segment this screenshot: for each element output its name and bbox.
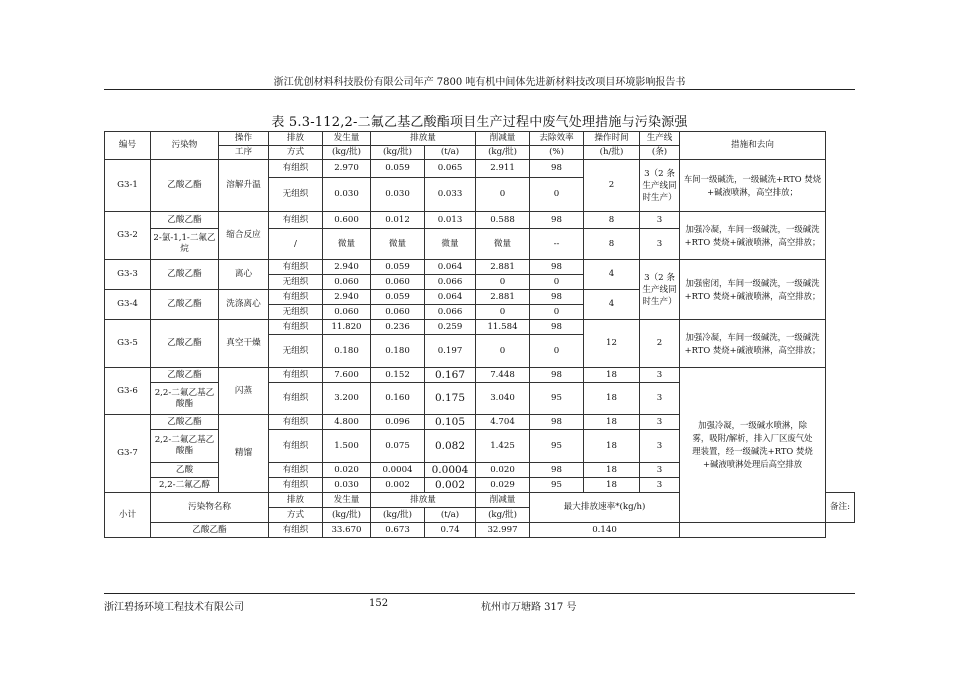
cell-em1: 0.160: [371, 383, 425, 415]
col-red: 削减量: [476, 132, 530, 146]
summary-em-unit2: (t/a): [425, 508, 476, 523]
row-pollutant: 乙酸乙酯: [151, 415, 219, 430]
cell-time: 12: [584, 320, 640, 368]
row-pollutant: 乙酸乙酯: [151, 160, 219, 212]
cell-gen: 3.200: [323, 383, 371, 415]
summary-row: [105, 523, 855, 538]
summary-label: 小计: [105, 493, 151, 538]
cell-mode: 有组织: [269, 383, 323, 415]
cell-eff: 95: [530, 478, 584, 493]
cell-em2: 0.013: [425, 212, 476, 229]
cell-time: 18: [584, 463, 640, 478]
cell-red: 7.448: [476, 368, 530, 383]
cell-time: 4: [584, 260, 640, 290]
summary-em-unit1: (kg/批): [371, 508, 425, 523]
row-process: 真空干燥: [219, 320, 269, 368]
summary-emit1: 排放: [269, 493, 323, 508]
cell-eff: 98: [530, 463, 584, 478]
cell-red: 0.020: [476, 463, 530, 478]
cell-red: 0: [476, 178, 530, 212]
cell-mode: 有组织: [269, 160, 323, 178]
summary-red-unit: (kg/批): [476, 508, 530, 523]
cell-gen: 7.600: [323, 368, 371, 383]
cell-em2: 0.197: [425, 335, 476, 368]
cell-red: 0: [476, 305, 530, 320]
cell-red: 0: [476, 335, 530, 368]
cell-em1: 0.002: [371, 478, 425, 493]
cell-eff: 95: [530, 383, 584, 415]
cell-line: 3: [640, 212, 680, 229]
col-op2: 工序: [219, 146, 269, 160]
cell-gen: 微量: [323, 229, 371, 260]
summary-note-value: [680, 523, 826, 538]
cell-em1: 0.075: [371, 430, 425, 463]
cell-mode: 有组织: [269, 212, 323, 229]
cell-em1: 微量: [371, 229, 425, 260]
cell-em1: 0.059: [371, 290, 425, 305]
col-line: 生产线: [640, 132, 680, 146]
cell-eff: 98: [530, 160, 584, 178]
cell-time: 18: [584, 478, 640, 493]
cell-mode: 有组织: [269, 430, 323, 463]
cell-em1: 0.059: [371, 160, 425, 178]
summary-red: 削减量: [476, 493, 530, 508]
cell-em1: 0.152: [371, 368, 425, 383]
cell-red: 2.881: [476, 260, 530, 275]
row-process: 缩合反应: [219, 212, 269, 260]
col-time-unit: (h/批): [584, 146, 640, 160]
cell-em2: 0.002: [425, 478, 476, 493]
row-id: G3-5: [105, 320, 151, 368]
cell-red: 2.881: [476, 290, 530, 305]
cell-gen: 0.030: [323, 178, 371, 212]
cell-gen: 0.020: [323, 463, 371, 478]
row-process: 精馏: [219, 415, 269, 493]
cell-red: 0.029: [476, 478, 530, 493]
summary-pollutant-header: 污染物名称: [151, 493, 269, 523]
row-id: G3-4: [105, 290, 151, 320]
cell-em2: 0.105: [425, 415, 476, 430]
cell-eff: 98: [530, 290, 584, 305]
row-pollutant: 乙酸乙酯: [151, 260, 219, 290]
row-pollutant: 乙酸: [151, 463, 219, 478]
col-em-unit2: (t/a): [425, 146, 476, 160]
table-caption: 表 5.3-112,2-二氟乙基乙酸酯项目生产过程中废气处理措施与污染源强: [271, 115, 688, 130]
cell-line: 3: [640, 383, 680, 415]
cell-mode: 有组织: [269, 260, 323, 275]
cell-measure: 加强密闭，车间一级碱洗，一级碱洗+RTO 焚烧+碱液喷淋，高空排放；: [680, 260, 826, 320]
cell-eff: 98: [530, 368, 584, 383]
cell-em1: 0.060: [371, 305, 425, 320]
cell-line: 3: [640, 229, 680, 260]
cell-mode: 有组织: [269, 415, 323, 430]
row-id: G3-7: [105, 415, 151, 493]
cell-eff: 98: [530, 212, 584, 229]
cell-em1: 0.236: [371, 320, 425, 335]
footer-rule: [104, 593, 855, 594]
cell-em2: 0.259: [425, 320, 476, 335]
cell-eff: 98: [530, 260, 584, 275]
col-measure: 措施和去向: [680, 132, 826, 160]
cell-time: 8: [584, 212, 640, 229]
cell-em1: 0.180: [371, 335, 425, 368]
footer-address: 杭州市万塘路 317 号: [481, 602, 577, 613]
cell-em2: 0.0004: [425, 463, 476, 478]
cell-mode: 有组织: [269, 290, 323, 305]
summary-max-rate: 最大排放速率*(kg/h): [530, 493, 680, 523]
cell-em2: 0.066: [425, 275, 476, 290]
cell-red: 2.911: [476, 160, 530, 178]
cell-gen: 1.500: [323, 430, 371, 463]
cell-eff: 0: [530, 178, 584, 212]
cell-line: 3: [640, 463, 680, 478]
table-row: [105, 260, 855, 275]
summary-pollutant: 乙酸乙酯: [151, 523, 269, 538]
table-row: [105, 212, 855, 229]
table-row: [105, 160, 855, 178]
cell-em2: 微量: [425, 229, 476, 260]
cell-gen: 2.940: [323, 260, 371, 275]
cell-em1: 0.096: [371, 415, 425, 430]
table-row: [105, 320, 855, 335]
cell-gen: 2.940: [323, 290, 371, 305]
row-pollutant: 2,2-二氟乙基乙酸酯: [151, 383, 219, 415]
cell-mode: 无组织: [269, 275, 323, 290]
cell-red: 微量: [476, 229, 530, 260]
col-pollutant: 污染物: [151, 132, 219, 160]
cell-gen: 4.800: [323, 415, 371, 430]
col-op1: 操作: [219, 132, 269, 146]
cell-gen: 2.970: [323, 160, 371, 178]
row-pollutant: 乙酸乙酯: [151, 290, 219, 320]
cell-line: 3: [640, 430, 680, 463]
cell-em2: 0.033: [425, 178, 476, 212]
row-pollutant: 乙酸乙酯: [151, 212, 219, 229]
row-process: 溶解升温: [219, 160, 269, 212]
cell-mode: 有组织: [269, 478, 323, 493]
footer-company: 浙江碧扬环境工程技术有限公司: [104, 602, 244, 613]
col-line-unit: (条): [640, 146, 680, 160]
cell-mode: 无组织: [269, 305, 323, 320]
cell-eff: 95: [530, 430, 584, 463]
cell-line: 3: [640, 415, 680, 430]
table-header-row: [105, 132, 855, 146]
cell-mode: 有组织: [269, 368, 323, 383]
cell-gen: 0.180: [323, 335, 371, 368]
col-gen-unit: (kg/批): [323, 146, 371, 160]
cell-line: 3（2 条生产线同时生产）: [640, 160, 680, 212]
cell-em2: 0.064: [425, 290, 476, 305]
row-pollutant: 2,2-二氟乙基乙酸酯: [151, 430, 219, 463]
header-rule: [104, 89, 855, 90]
cell-gen: 11.820: [323, 320, 371, 335]
cell-red: 11.584: [476, 320, 530, 335]
footer-page-number: 152: [369, 598, 389, 609]
cell-gen: 0.600: [323, 212, 371, 229]
cell-mode: 有组织: [269, 463, 323, 478]
cell-mode: 无组织: [269, 178, 323, 212]
cell-line: 2: [640, 320, 680, 368]
row-pollutant: 2,2-二氟乙醇: [151, 478, 219, 493]
cell-em2: 0.064: [425, 260, 476, 275]
emission-table: [104, 131, 855, 538]
cell-eff: 0: [530, 275, 584, 290]
table-row: [105, 368, 855, 383]
row-id: G3-1: [105, 160, 151, 212]
row-process: 离心: [219, 260, 269, 290]
cell-em2: 0.175: [425, 383, 476, 415]
cell-measure: 加强冷凝，车间一级碱洗，一级碱洗+RTO 焚烧+碱液喷淋，高空排放；: [680, 320, 826, 368]
col-gen: 发生量: [323, 132, 371, 146]
summary-mode: 有组织: [269, 523, 323, 538]
row-id: G3-3: [105, 260, 151, 290]
document-header: 浙江优创材料科技股份有限公司年产 7800 吨有机中间体先进新材料技改项目环境影响报告书: [273, 77, 686, 88]
cell-em1: 0.060: [371, 275, 425, 290]
cell-em1: 0.0004: [371, 463, 425, 478]
cell-em2: 0.082: [425, 430, 476, 463]
row-pollutant: 2-氯-1,1-二氟乙烷: [151, 229, 219, 260]
col-id: 编号: [105, 132, 151, 160]
summary-gen-unit: (kg/批): [323, 508, 371, 523]
col-eff-unit: (%): [530, 146, 584, 160]
cell-line: 3（2 条生产线同时生产）: [640, 260, 680, 320]
cell-em2: 0.066: [425, 305, 476, 320]
cell-time: 18: [584, 368, 640, 383]
cell-time: 8: [584, 229, 640, 260]
cell-mode: 有组织: [269, 320, 323, 335]
cell-red: 3.040: [476, 383, 530, 415]
col-red-unit: (kg/批): [476, 146, 530, 160]
cell-eff: 0: [530, 335, 584, 368]
summary-emission: 排放量: [371, 493, 476, 508]
cell-red: 4.704: [476, 415, 530, 430]
cell-time: 18: [584, 383, 640, 415]
col-emit2: 方式: [269, 146, 323, 160]
cell-eff: --: [530, 229, 584, 260]
cell-time: 2: [584, 160, 640, 212]
cell-time: 18: [584, 430, 640, 463]
cell-em1: 0.012: [371, 212, 425, 229]
cell-gen: 0.060: [323, 275, 371, 290]
cell-gen: 0.030: [323, 478, 371, 493]
cell-measure: 车间一级碱洗，一级碱洗+RTO 焚烧+碱液喷淋，高空排放；: [680, 160, 826, 212]
cell-em1: 0.030: [371, 178, 425, 212]
col-em-unit1: (kg/批): [371, 146, 425, 160]
summary-red-value: 32.997: [476, 523, 530, 538]
cell-eff: 0: [530, 305, 584, 320]
row-pollutant: 乙酸乙酯: [151, 368, 219, 383]
cell-red: 0.588: [476, 212, 530, 229]
summary-rate-value: 0.140: [530, 523, 680, 538]
cell-em1: 0.059: [371, 260, 425, 275]
col-time: 操作时间: [584, 132, 640, 146]
row-id: G3-2: [105, 212, 151, 260]
row-process: 闪蒸: [219, 368, 269, 415]
cell-em2: 0.065: [425, 160, 476, 178]
cell-measure: 加强冷凝，一级碱水喷淋，除雾，吸附/解析，排入厂区废气处理装置，经一级碱洗+RTO 焚烧+碱液喷淋处理后高空排放: [680, 368, 826, 523]
summary-emit2: 方式: [269, 508, 323, 523]
cell-eff: 98: [530, 415, 584, 430]
cell-line: 3: [640, 368, 680, 383]
cell-measure: 加强冷凝，车间一级碱洗，一级碱洗+RTO 焚烧+碱液喷淋，高空排放；: [680, 212, 826, 260]
summary-gen: 发生量: [323, 493, 371, 508]
cell-time: 18: [584, 415, 640, 430]
cell-mode: 无组织: [269, 335, 323, 368]
cell-red: 0: [476, 275, 530, 290]
cell-mode: /: [269, 229, 323, 260]
cell-em2: 0.167: [425, 368, 476, 383]
summary-gen-value: 33.670: [323, 523, 371, 538]
col-eff: 去除效率: [530, 132, 584, 146]
row-id: G3-6: [105, 368, 151, 415]
cell-time: 4: [584, 290, 640, 320]
summary-em2-value: 0.74: [425, 523, 476, 538]
col-emission: 排放量: [371, 132, 476, 146]
summary-note: 备注:: [826, 493, 855, 523]
cell-gen: 0.060: [323, 305, 371, 320]
summary-em1-value: 0.673: [371, 523, 425, 538]
cell-eff: 98: [530, 320, 584, 335]
row-pollutant: 乙酸乙酯: [151, 320, 219, 368]
cell-red: 1.425: [476, 430, 530, 463]
col-emit1: 排放: [269, 132, 323, 146]
row-process: 洗涤离心: [219, 290, 269, 320]
cell-line: 3: [640, 478, 680, 493]
